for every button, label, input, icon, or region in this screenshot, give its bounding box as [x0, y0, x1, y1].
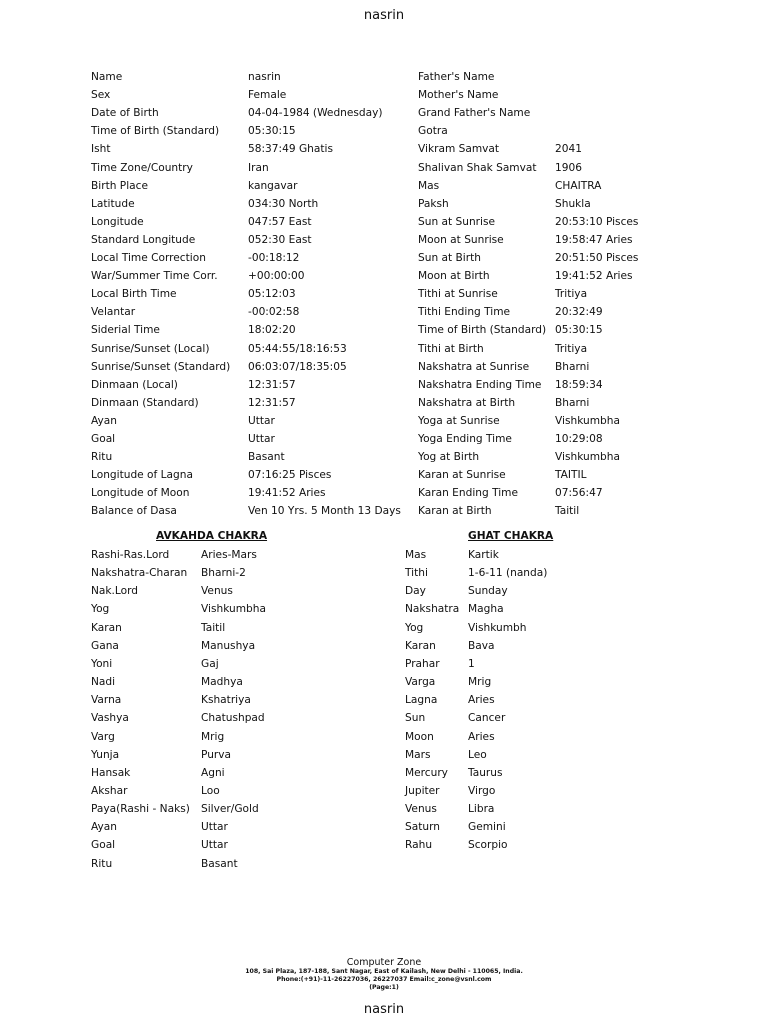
row-label: Ritu [91, 451, 113, 464]
row-label: Nakshatra [405, 603, 460, 616]
page-footer-name: nasrin [363, 1002, 405, 1017]
row-label: Grand Father's Name [418, 107, 531, 120]
row-value: Vishkumbha [201, 603, 266, 616]
row-label: Standard Longitude [91, 233, 196, 246]
row-value: Uttar [248, 414, 275, 427]
row-label: Prahar [405, 657, 440, 670]
row-value: Basant [201, 857, 238, 870]
row-value: 047:57 East [248, 215, 312, 228]
row-value: Silver/Gold [201, 803, 259, 816]
row-value: Taurus [468, 766, 503, 779]
footer-page-number: (Page:1) [369, 984, 399, 991]
row-value: Vishkumbh [468, 621, 527, 634]
row-label: Nakshatra at Birth [418, 396, 516, 409]
row-value: Loo [201, 784, 220, 797]
row-label: Yoni [91, 657, 113, 670]
footer-company: Computer Zone [346, 957, 422, 968]
row-value: 12:31:57 [248, 396, 296, 409]
row-value: Bava [468, 639, 495, 652]
row-label: Nak.Lord [91, 585, 139, 598]
row-value: Aries-Mars [201, 549, 257, 561]
row-label: Longitude of Lagna [91, 469, 193, 482]
row-value: -00:18:12 [248, 252, 300, 264]
row-label: Jupiter [405, 784, 440, 797]
row-value: 58:37:49 Ghatis [248, 143, 333, 156]
row-value: Purva [201, 748, 232, 761]
row-label: Karan at Sunrise [418, 469, 506, 482]
row-value: TAITIL [555, 469, 587, 482]
row-value: 19:41:52 Aries [555, 270, 633, 283]
row-label: Goal [91, 839, 116, 852]
row-value: Madhya [201, 676, 243, 689]
row-value: Taitil [555, 505, 580, 518]
row-label: Local Birth Time [91, 288, 177, 301]
row-label: Time of Birth (Standard) [418, 324, 547, 337]
row-value: 19:41:52 Aries [248, 487, 326, 500]
row-label: Mother's Name [418, 89, 499, 102]
row-label: Dinmaan (Standard) [91, 396, 199, 409]
row-label: Yog [405, 621, 424, 634]
row-value: Tritiya [555, 288, 588, 301]
row-label: Ayan [91, 414, 118, 427]
row-label: Longitude of Moon [91, 487, 190, 500]
row-value: 05:30:15 [248, 125, 296, 138]
row-value: 1-6-11 (nanda) [468, 567, 548, 580]
row-label: Dinmaan (Local) [91, 378, 178, 391]
row-value: Taitil [201, 621, 226, 634]
row-value: Chatushpad [201, 712, 265, 725]
row-label: Father's Name [418, 71, 495, 83]
avkahda-chakra-title: AVKAHDA CHAKRA [156, 530, 268, 542]
row-value: nasrin [248, 71, 281, 83]
row-label: Mercury [405, 766, 448, 779]
row-value: 04-04-1984 (Wednesday) [248, 107, 383, 120]
row-label: Nakshatra-Charan [91, 567, 188, 580]
row-label: Moon [405, 730, 434, 743]
row-value: 052:30 East [248, 233, 312, 246]
row-value: 20:32:49 [555, 306, 603, 319]
row-value: 20:51:50 Pisces [555, 252, 639, 264]
row-value: 20:53:10 Pisces [555, 215, 639, 228]
row-label: Tithi at Sunrise [418, 288, 498, 301]
row-label: Day [405, 585, 426, 598]
row-label: Time Zone/Country [91, 161, 193, 174]
row-value: Ven 10 Yrs. 5 Month 13 Days [248, 505, 401, 518]
row-value: Uttar [201, 839, 228, 852]
row-label: Varg [91, 730, 115, 743]
row-value: -00:02:58 [248, 306, 300, 319]
row-value: Sunday [468, 585, 508, 598]
row-value: Aries [468, 694, 495, 707]
row-label: Paya(Rashi - Naks) [91, 803, 190, 816]
row-value: Magha [468, 603, 504, 616]
row-label: Sun at Sunrise [418, 215, 496, 228]
row-label: Mas [405, 549, 427, 561]
row-label: Date of Birth [91, 107, 159, 120]
row-value: Manushya [201, 639, 256, 652]
row-value: Bharni [555, 360, 590, 373]
footer-block [0, 957, 768, 992]
row-label: Karan at Birth [418, 505, 492, 518]
row-label: Birth Place [91, 179, 148, 192]
row-label: Venus [405, 803, 437, 816]
row-label: Yoga at Sunrise [418, 414, 500, 427]
row-value: 05:30:15 [555, 324, 603, 337]
row-label: Shalivan Shak Samvat [418, 161, 537, 174]
row-label: Velantar [91, 306, 136, 319]
row-label: Saturn [405, 821, 440, 834]
row-value: Uttar [201, 821, 228, 834]
row-label: Gana [91, 639, 119, 652]
row-value: Leo [468, 748, 487, 761]
ghat-chakra-title: GHAT CHAKRA [468, 530, 554, 542]
row-value: Cancer [468, 712, 506, 725]
row-value: Female [248, 89, 287, 102]
row-value: CHAITRA [555, 179, 602, 192]
row-label: Yunja [91, 748, 120, 761]
row-label: Akshar [91, 784, 128, 797]
row-label: Tithi at Birth [418, 342, 484, 355]
row-label: Sunrise/Sunset (Standard) [91, 360, 231, 373]
row-value: Libra [468, 803, 495, 816]
row-value: +00:00:00 [248, 270, 305, 283]
row-value: Agni [201, 766, 225, 779]
row-value: Mrig [468, 676, 492, 689]
row-value: 1906 [555, 161, 582, 174]
row-label: Latitude [91, 197, 135, 210]
row-value: 07:16:25 Pisces [248, 469, 332, 482]
row-label: Mars [405, 748, 431, 761]
row-label: Time of Birth (Standard) [91, 125, 220, 138]
row-value: Vishkumbha [555, 414, 620, 427]
row-value: 12:31:57 [248, 378, 296, 391]
row-label: Varga [405, 676, 436, 689]
row-label: Goal [91, 433, 116, 445]
row-value: Iran [248, 161, 269, 174]
row-label: Vashya [91, 712, 129, 725]
row-label: Rahu [405, 839, 433, 852]
row-value: 05:12:03 [248, 288, 296, 301]
row-value: Aries [468, 730, 495, 743]
row-label: Tithi Ending Time [418, 306, 511, 319]
row-label: Moon at Sunrise [418, 233, 504, 246]
row-label: War/Summer Time Corr. [91, 270, 218, 283]
footer-contact: Phone:(+91)-11-26227036, 26227037 Email:c_zone@vsnl.com [276, 976, 492, 983]
row-value: Virgo [468, 784, 496, 797]
row-label: Ayan [91, 821, 118, 834]
row-value: Vishkumbha [555, 451, 620, 464]
row-label: Paksh [418, 197, 449, 210]
row-value: 2041 [555, 143, 582, 156]
row-label: Yog at Birth [418, 451, 480, 464]
row-label: Sunrise/Sunset (Local) [91, 342, 210, 355]
row-value: Shukla [555, 197, 591, 210]
row-label: Moon at Birth [418, 270, 490, 283]
row-value: 07:56:47 [555, 487, 603, 500]
row-value: 1 [468, 657, 475, 670]
row-label: Siderial Time [91, 324, 160, 337]
row-label: Ritu [91, 857, 113, 870]
page-header-name: nasrin [363, 8, 405, 23]
row-value: Gemini [468, 821, 506, 834]
row-label: Sun [405, 712, 426, 725]
row-value: 18:02:20 [248, 324, 296, 337]
row-label: Vikram Samvat [418, 143, 500, 156]
row-label: Karan Ending Time [418, 487, 518, 500]
row-label: Sex [91, 89, 111, 102]
row-value: Venus [201, 585, 233, 598]
row-label: Mas [418, 179, 440, 192]
row-label: Local Time Correction [91, 252, 206, 264]
row-value: 19:58:47 Aries [555, 233, 633, 246]
row-label: Longitude [91, 215, 144, 228]
row-label: Sun at Birth [418, 252, 481, 264]
row-label: Varna [91, 694, 122, 707]
row-label: Karan [91, 621, 122, 634]
row-label: Hansak [91, 766, 131, 779]
row-value: 06:03:07/18:35:05 [248, 360, 347, 373]
row-label: Yoga Ending Time [418, 433, 512, 445]
row-label: Rashi-Ras.Lord [91, 549, 170, 561]
row-label: Lagna [405, 694, 438, 707]
row-value: Mrig [201, 730, 225, 743]
row-value: kangavar [248, 179, 298, 192]
row-value: Kshatriya [201, 694, 251, 707]
row-value: Uttar [248, 433, 275, 445]
row-value: Tritiya [555, 342, 588, 355]
row-label: Nakshatra at Sunrise [418, 360, 530, 373]
row-value: 18:59:34 [555, 378, 603, 391]
row-value: Kartik [468, 549, 499, 561]
row-value: Bharni [555, 396, 590, 409]
footer-address: 108, Sai Plaza, 187-188, Sant Nagar, East of Kailash, New Delhi - 110065, India. [245, 968, 523, 975]
row-label: Balance of Dasa [91, 505, 177, 518]
row-value: 05:44:55/18:16:53 [248, 342, 347, 355]
row-label: Karan [405, 639, 436, 652]
row-value: Bharni-2 [201, 567, 246, 580]
row-value: 10:29:08 [555, 433, 603, 445]
row-label: Isht [91, 143, 111, 156]
row-label: Gotra [418, 125, 448, 138]
row-value: Gaj [201, 657, 219, 670]
row-label: Yog [91, 603, 110, 616]
row-value: Basant [248, 451, 285, 464]
row-label: Nadi [91, 676, 116, 689]
row-value: 034:30 North [248, 197, 319, 210]
row-label: Nakshatra Ending Time [418, 378, 542, 391]
row-label: Tithi [405, 567, 428, 580]
row-value: Scorpio [468, 839, 508, 852]
row-label: Name [91, 71, 123, 83]
